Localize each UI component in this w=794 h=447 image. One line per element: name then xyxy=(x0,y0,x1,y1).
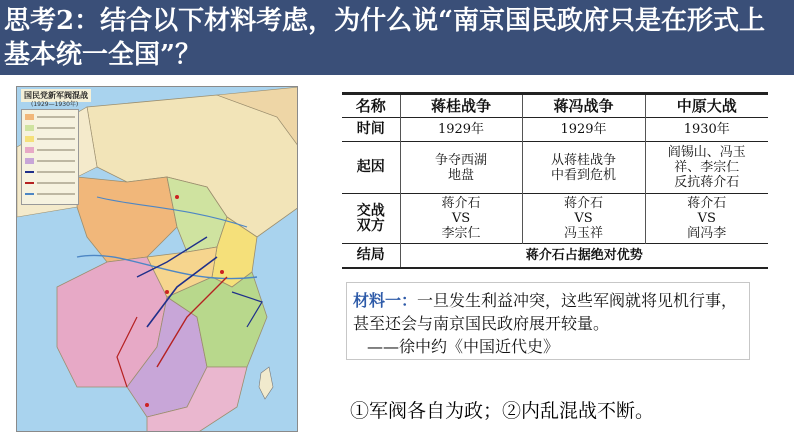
table-header: 中原大战 xyxy=(645,94,768,118)
page-title: 思考2：结合以下材料考虑，为什么说“南京国民政府只是在形式上 基本统一全国”？ xyxy=(4,6,766,70)
table-cell: 1930年 xyxy=(645,118,768,142)
table-cell: 蒋介石 VS 李宗仁 xyxy=(400,194,522,244)
result-cell: 蒋介石占据绝对优势 xyxy=(400,244,768,268)
row-label: 时间 xyxy=(356,121,385,137)
row-label: 结局 xyxy=(356,246,385,263)
warlord-wars-table xyxy=(342,92,768,270)
table-row xyxy=(342,244,768,268)
warlord-war-map xyxy=(16,86,298,432)
table-header: 名称 xyxy=(355,96,386,115)
table-header-row xyxy=(342,94,768,118)
table-cell: 阎锡山、冯玉 祥、李宗仁 反抗蒋介石 xyxy=(645,142,768,194)
row-label: 交战 双方 xyxy=(356,202,385,234)
material-text: 一旦发生利益冲突，这些军阀就将见机行事，甚至还会与南京国民政府展开较量。 xyxy=(353,291,738,333)
table-row xyxy=(342,194,768,244)
table-cell: 从蒋桂战争 中看到危机 xyxy=(522,142,645,194)
table-cell: 争夺西湖 地盘 xyxy=(400,142,522,194)
table-cell: 1929年 xyxy=(400,118,522,142)
table-header: 蒋冯战争 xyxy=(522,94,645,118)
material-source: ——徐中约《中国近代史》 xyxy=(367,337,560,356)
table-header: 蒋桂战争 xyxy=(400,94,522,118)
row-label: 起因 xyxy=(356,159,385,175)
material-box xyxy=(346,282,750,360)
table-cell: 蒋介石 VS 阎冯李 xyxy=(645,194,768,244)
table-row xyxy=(342,142,768,194)
table-row xyxy=(342,118,768,142)
conclusion-text: ①军阀各自为政；②内乱混战不断。 xyxy=(350,400,655,422)
map-legend xyxy=(21,109,79,205)
map-subtitle: (1929—1930年) xyxy=(31,101,79,108)
material-label: 材料一： xyxy=(353,291,418,310)
map-title: 国民党新军阀混战 xyxy=(21,89,91,102)
table-cell: 1929年 xyxy=(522,118,645,142)
table-cell: 蒋介石 VS 冯玉祥 xyxy=(522,194,645,244)
